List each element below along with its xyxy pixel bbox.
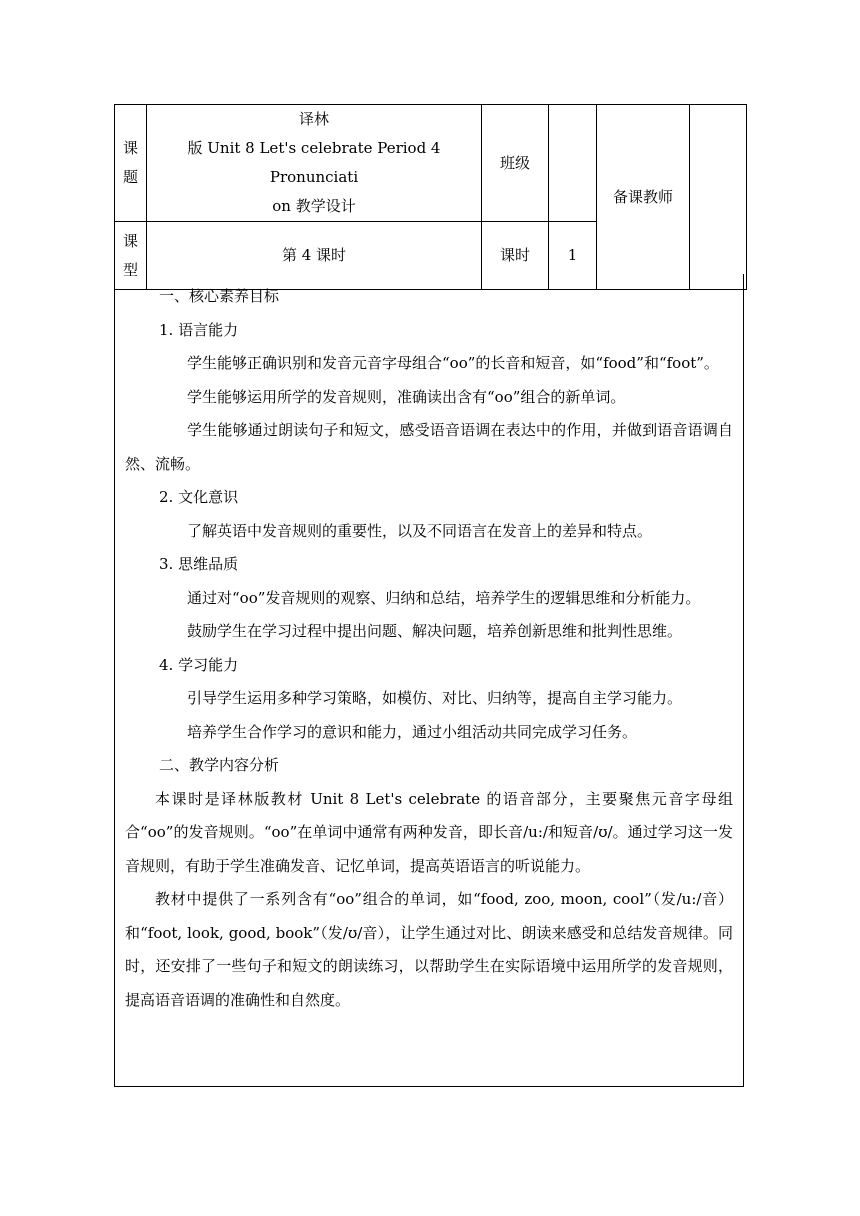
section-heading-content-analysis: 二、教学内容分析 — [159, 756, 280, 774]
lesson-title-line-1: 译林 — [298, 110, 329, 128]
paragraph: 教材中提供了一系列含有“oo”组合的单词，如“food, zoo, moon, cool”（发/u:/音）和“foot, look, good, book”（发/ʊ/音），让学生通过对比、朗读来感受和总结发音规律。同时，还安排了一些句子和短文的朗读练习，以帮助学生在实际语境中运用所学的发音规则，提高语音语调的准确性和自然度。 — [125, 890, 733, 1009]
topic-label-char-2: 题 — [122, 168, 138, 186]
lesson-title-cell — [147, 105, 482, 222]
subheading-language-ability: 1. 语言能力 — [159, 320, 239, 339]
subheading-learning-ability: 4. 学习能力 — [159, 655, 239, 674]
paragraph: 本课时是译林版教材 Unit 8 Let's celebrate 的语音部分，主要聚焦元音字母组合“oo”的发音规则。“oo”在单词中通常有两种发音，即长音/u:/和短音/ʊ/。通过学习这一发音规则，有助于学生准确发音、记忆单词，提高英语语言的听说能力。 — [125, 789, 733, 875]
paragraph: 了解英语中发音规则的重要性，以及不同语言在发音上的差异和特点。 — [187, 521, 653, 540]
hours-label: 课时 — [482, 222, 549, 290]
paragraph: 学生能够运用所学的发音规则，准确读出含有“oo”组合的新单词。 — [187, 387, 626, 406]
teacher-value — [690, 105, 747, 290]
teacher-label: 备课教师 — [597, 105, 690, 290]
paragraph: 通过对“oo”发音规则的观察、归纳和总结，培养学生的逻辑思维和分析能力。 — [187, 588, 701, 607]
paragraph: 学生能够通过朗读句子和短文，感受语音语调在表达中的作用，并做到语音语调自然、流畅。 — [125, 421, 733, 473]
lesson-type-value: 第 4 课时 — [147, 222, 482, 290]
type-label-char-1: 课 — [122, 231, 138, 250]
section-heading-objectives: 一、核心素养目标 — [159, 287, 280, 305]
subheading-thinking-quality: 3. 思维品质 — [159, 555, 239, 573]
subheading-cultural-awareness: 2. 文化意识 — [159, 488, 239, 506]
paragraph: 培养学生合作学习的意识和能力，通过小组活动共同完成学习任务。 — [187, 722, 638, 741]
paragraph: 学生能够正确识别和发音元音字母组合“oo”的长音和短音，如“food”和“foot”。 — [187, 354, 719, 372]
topic-label-cell — [115, 105, 147, 222]
lesson-title-line-3: on 教学设计 — [272, 197, 356, 215]
paragraph: 鼓励学生在学习过程中提出问题、解决问题，培养创新思维和批判性思维。 — [187, 622, 683, 640]
class-label: 班级 — [482, 105, 549, 222]
lesson-content-box — [114, 274, 744, 1087]
paragraph: 引导学生运用多种学习策略，如模仿、对比、归纳等，提高自主学习能力。 — [187, 689, 683, 707]
class-value — [549, 105, 597, 222]
lesson-title-line-2: 版 Unit 8 Let's celebrate Period 4 Pronunciati — [187, 139, 441, 186]
lesson-info-table — [114, 104, 747, 290]
hours-value: 1 — [549, 222, 597, 290]
topic-label-char-1: 课 — [122, 139, 138, 157]
type-label-char-2: 型 — [122, 260, 138, 279]
